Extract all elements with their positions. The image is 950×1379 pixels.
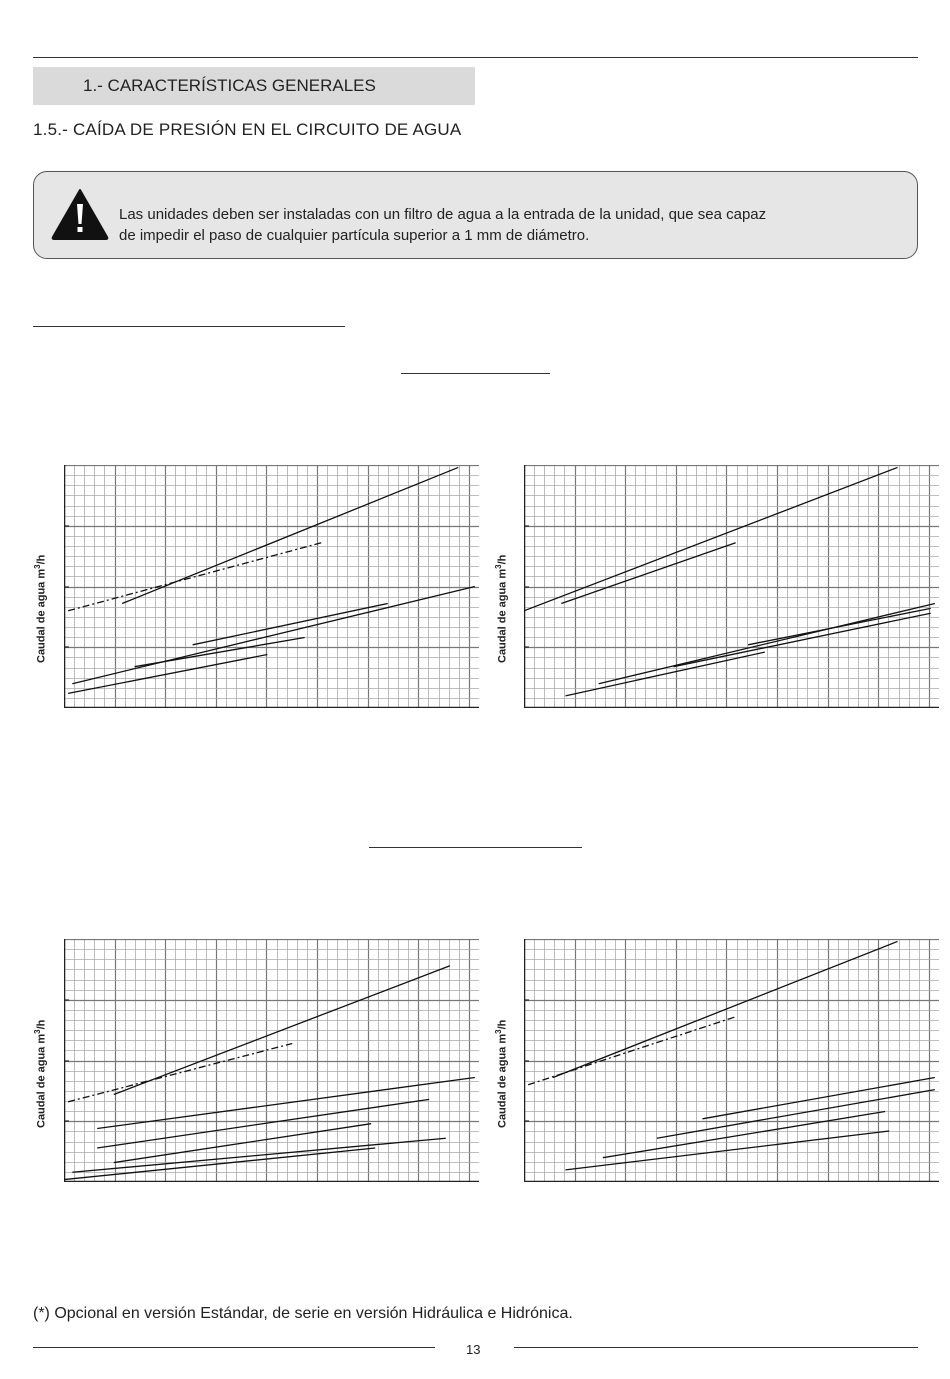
chart-3 bbox=[64, 939, 479, 1182]
section-title: 1.- CARACTERÍSTICAS GENERALES bbox=[33, 67, 475, 105]
warning-box bbox=[33, 171, 918, 259]
chart-2-ylabel: Caudal de agua $m^3/h$ bbox=[494, 554, 509, 663]
blank-heading-rule-1 bbox=[33, 326, 345, 327]
chart-1 bbox=[64, 465, 479, 708]
series-line-4 bbox=[657, 1090, 935, 1139]
chart-3-ylabel: Caudal de agua $m^3/h$ bbox=[33, 1019, 48, 1128]
series-line-4 bbox=[748, 608, 931, 644]
grid bbox=[64, 939, 479, 1182]
footnote: (*) Opcional en versión Estándar, de serie en versión Hidráulica e Hidrónica. bbox=[33, 1305, 573, 1322]
grid bbox=[64, 465, 479, 708]
warning-triangle-icon bbox=[50, 187, 110, 241]
warning-text bbox=[119, 204, 899, 246]
header-rule bbox=[33, 57, 918, 58]
blank-heading-rule-3 bbox=[369, 847, 582, 848]
page-number: 13 bbox=[466, 1342, 481, 1357]
series-line-2 bbox=[561, 543, 735, 604]
series-line-3 bbox=[599, 604, 935, 684]
series-line-5 bbox=[135, 638, 305, 667]
footer-rule-left bbox=[33, 1347, 435, 1348]
warning-line-2: de impedir el paso de cualquier partícula superior a 1 mm de diámetro. bbox=[119, 227, 590, 244]
chart-1-ylabel: Caudal de agua $m^3/h$ bbox=[33, 554, 48, 663]
chart-2 bbox=[524, 465, 939, 708]
chart-4-ylabel: Caudal de agua $m^3/h$ bbox=[494, 1019, 509, 1128]
footer-rule-right bbox=[514, 1347, 918, 1348]
grid bbox=[524, 939, 939, 1182]
series-line-5 bbox=[673, 613, 930, 666]
series-line-2 bbox=[68, 1043, 292, 1101]
series-line-3 bbox=[72, 587, 475, 684]
warning-line-1: Las unidades deben ser instaladas con un filtro de agua a la entrada de la unidad, que sea capaz bbox=[119, 206, 767, 223]
chart-4 bbox=[524, 939, 939, 1182]
subsection-title: 1.5.- CAÍDA DE PRESIÓN EN EL CIRCUITO DE AGUA bbox=[33, 120, 462, 139]
series-line-1 bbox=[553, 941, 897, 1077]
series-line-1 bbox=[524, 467, 898, 610]
blank-heading-rule-2 bbox=[401, 373, 550, 374]
